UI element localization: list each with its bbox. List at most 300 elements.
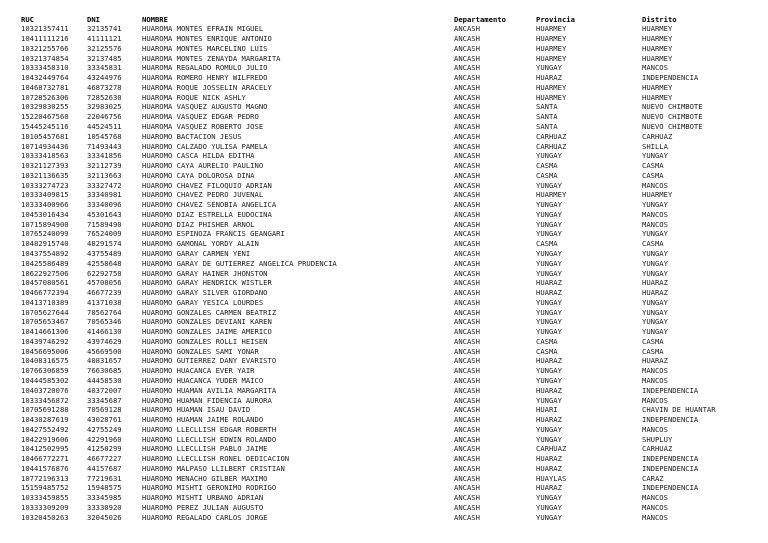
nombre-cell: HUAROMO ESPINOZA FRANCIS GEANGARI — [142, 229, 285, 239]
departamento-cell: ANCASH — [454, 376, 480, 386]
nombre-cell: HUAROMO DIAZ PHISHER ARNOL — [142, 219, 255, 229]
nombre-cell: HUAROMA MONTES ZENAYDA MARGARITA — [142, 53, 281, 63]
provincia-cell: CASMA — [536, 170, 558, 180]
distrito-cell: SHILLA — [642, 141, 668, 151]
distrito-cell: INDEPENDENCIA — [642, 454, 699, 464]
distrito-cell: MANCOS — [642, 366, 668, 376]
table-row — [0, 102, 768, 112]
nombre-cell: HUAROMO CAYA AURELIO PAULINO — [142, 161, 264, 171]
ruc-cell: 10321136635 — [21, 170, 69, 180]
distrito-cell: HUARAZ — [642, 288, 668, 298]
provincia-cell: SANTA — [536, 122, 558, 131]
distrito-cell: NUEVO CHIMBOTE — [642, 102, 703, 112]
table-row — [0, 220, 768, 230]
ruc-cell: 10333409815 — [21, 190, 69, 200]
dni-cell: 45301643 — [87, 209, 122, 219]
ruc-cell: 10333400966 — [21, 200, 69, 210]
nombre-cell: HUAROMO HUACANCA YUDER MAICO — [142, 376, 264, 386]
distrito-cell: CARHUAZ — [642, 131, 673, 141]
dni-cell: 32125576 — [87, 43, 122, 53]
ruc-cell: 10427552492 — [21, 424, 69, 434]
provincia-cell: SANTA — [536, 112, 558, 122]
nombre-cell: HUAROMO GONZALES JAIME AMERICO — [142, 327, 272, 337]
nombre-cell: HUAROMO LLECLLISH RONEL DEDICACION — [142, 454, 290, 464]
ruc-cell: 10437554892 — [21, 249, 69, 258]
ruc-cell: 15445245116 — [21, 122, 69, 131]
departamento-cell: ANCASH — [454, 122, 480, 131]
distrito-cell: INDEPENDENCIA — [642, 73, 699, 83]
provincia-cell: YUNGAY — [536, 366, 562, 376]
distrito-cell: MANCOS — [642, 503, 668, 513]
dni-cell: 72852630 — [87, 92, 122, 102]
distrito-cell: CASMA — [642, 239, 664, 249]
departamento-cell: ANCASH — [454, 307, 480, 317]
ruc-cell: 10705691288 — [21, 405, 69, 415]
provincia-cell: YUNGAY — [536, 249, 562, 258]
departamento-cell: ANCASH — [454, 239, 480, 249]
dni-cell: 43755489 — [87, 249, 122, 258]
table-row — [0, 513, 768, 523]
ruc-cell: 10321357411 — [21, 24, 69, 34]
distrito-cell: CASMA — [642, 336, 664, 346]
provincia-cell: CASMA — [536, 161, 558, 171]
ruc-cell: 10456695006 — [21, 346, 69, 356]
nombre-cell: HUAROMA VASQUEZ AUGUSTO MAGNO — [142, 102, 268, 112]
distrito-cell: INDEPENDENCIA — [642, 385, 699, 395]
nombre-cell: HUAROMA MONTES ENRIQUE ANTONIO — [142, 34, 272, 44]
nombre-cell: HUAROMA ROQUE NICK ASHLY — [142, 92, 246, 102]
provincia-cell: CASMA — [536, 336, 558, 346]
nombre-cell: HUAROMO CASCA HILDA EDITHA — [142, 151, 255, 161]
provincia-cell: CARHUAZ — [536, 141, 567, 151]
dni-cell: 33330920 — [87, 503, 122, 513]
departamento-cell: ANCASH — [454, 483, 480, 493]
nombre-cell: HUAROMO CALZADO YULISA PAMELA — [142, 141, 268, 151]
departamento-cell: ANCASH — [454, 180, 480, 190]
table-row — [0, 54, 768, 64]
table-row — [0, 229, 768, 239]
nombre-cell: HUAROMO GARAY HAINER JHONSTON — [142, 268, 268, 278]
provincia-cell: YUNGAY — [536, 297, 562, 307]
departamento-cell: ANCASH — [454, 249, 480, 258]
dni-cell: 32135741 — [87, 24, 122, 34]
departamento-cell: ANCASH — [454, 288, 480, 298]
header-provincia: Provincia — [536, 14, 575, 24]
table-row — [0, 454, 768, 464]
ruc-cell: 10413710389 — [21, 297, 69, 307]
departamento-cell: ANCASH — [454, 34, 480, 44]
nombre-cell: HUAROMO CHAVEZ PEDRO JUVENAL — [142, 190, 264, 200]
departamento-cell: ANCASH — [454, 454, 480, 464]
departamento-cell: ANCASH — [454, 512, 480, 522]
ruc-cell: 10622927506 — [21, 268, 69, 278]
nombre-cell: HUAROMO REGALADO CARLOS JORGE — [142, 512, 268, 522]
table-row — [0, 190, 768, 200]
ruc-cell: 10728526306 — [21, 92, 69, 102]
departamento-cell: ANCASH — [454, 112, 480, 122]
dni-cell: 32045026 — [87, 512, 122, 522]
nombre-cell: HUAROMO CHAVEZ SENOBIA ANGELICA — [142, 200, 277, 210]
departamento-cell: ANCASH — [454, 82, 480, 92]
departamento-cell: ANCASH — [454, 209, 480, 219]
departamento-cell: ANCASH — [454, 493, 480, 503]
nombre-cell: HUAROMO GONZALES SAMI YONAR — [142, 346, 259, 356]
nombre-cell: HUAROMA ROQUE JOSSELIN ARACELY — [142, 82, 272, 92]
table-row — [0, 327, 768, 337]
departamento-cell: ANCASH — [454, 385, 480, 395]
nombre-cell: HUAROMO GONZALES DEVIANI KAREN — [142, 317, 272, 327]
dni-cell: 22046756 — [87, 112, 122, 122]
provincia-cell: YUNGAY — [536, 395, 562, 405]
ruc-cell: 10482915740 — [21, 239, 69, 249]
table-row — [0, 425, 768, 435]
departamento-cell: ANCASH — [454, 73, 480, 83]
table-row — [0, 288, 768, 298]
distrito-cell: YUNGAY — [642, 258, 668, 268]
dni-cell: 10545768 — [87, 131, 122, 141]
dni-cell: 41111121 — [87, 34, 122, 44]
nombre-cell: HUAROMO GARAY YESICA LOURDES — [142, 297, 264, 307]
table-row — [0, 444, 768, 454]
distrito-cell: YUNGAY — [642, 249, 668, 258]
nombre-cell: HUAROMO MISHTI URBANO ADRIAN — [142, 493, 264, 503]
provincia-cell: HUARAZ — [536, 454, 562, 464]
table-row — [0, 347, 768, 357]
distrito-cell: MANCOS — [642, 180, 668, 190]
nombre-cell: HUAROMA VASQUEZ ROBERTO JOSE — [142, 122, 264, 131]
table-row — [0, 63, 768, 73]
departamento-cell: ANCASH — [454, 229, 480, 239]
table-row — [0, 171, 768, 181]
distrito-cell: YUNGAY — [642, 200, 668, 210]
distrito-cell: MANCOS — [642, 63, 668, 73]
distrito-cell: HUARMEY — [642, 34, 673, 44]
nombre-cell: HUAROMO HUAMAN AVILIA MARGARITA — [142, 385, 277, 395]
dni-cell: 33345831 — [87, 63, 122, 73]
departamento-cell: ANCASH — [454, 336, 480, 346]
header-nombre: NOMBRE — [142, 14, 168, 24]
dni-cell: 76524009 — [87, 229, 122, 239]
nombre-cell: HUAROMO DIAZ ESTRELLA EUDOCINA — [142, 209, 272, 219]
departamento-cell: ANCASH — [454, 434, 480, 444]
nombre-cell: HUAROMO GARAY HENDRICK WISTLER — [142, 278, 272, 288]
distrito-cell: MANCOS — [642, 512, 668, 522]
dni-cell: 41466130 — [87, 327, 122, 337]
nombre-cell: HUAROMO PEREZ JULIAN AUGUSTO — [142, 503, 264, 513]
departamento-cell: ANCASH — [454, 258, 480, 268]
provincia-cell: YUNGAY — [536, 268, 562, 278]
nombre-cell: HUAROMO MALPASO LLILBERT CRISTIAN — [142, 463, 285, 473]
header-departamento: Departamento — [454, 14, 506, 24]
dni-cell: 44157687 — [87, 463, 122, 473]
provincia-cell: YUNGAY — [536, 258, 562, 268]
ruc-cell: 10466772271 — [21, 454, 69, 464]
table-row — [0, 151, 768, 161]
distrito-cell: YUNGAY — [642, 307, 668, 317]
table-row — [0, 298, 768, 308]
provincia-cell: SANTA — [536, 102, 558, 112]
table-row — [0, 181, 768, 191]
nombre-cell: HUAROMA ROMERO HENRY WILFREDO — [142, 73, 268, 83]
provincia-cell: HUARMEY — [536, 34, 567, 44]
provincia-cell: HUARMEY — [536, 43, 567, 53]
header-dni: DNI — [87, 14, 100, 24]
ruc-cell: 10425586489 — [21, 258, 69, 268]
nombre-cell: HUAROMO HUAMAN JAIME ROLANDO — [142, 415, 264, 425]
ruc-cell: 15159485752 — [21, 483, 69, 493]
dni-cell: 70562764 — [87, 307, 122, 317]
table-row — [0, 239, 768, 249]
departamento-cell: ANCASH — [454, 161, 480, 171]
distrito-cell: YUNGAY — [642, 297, 668, 307]
departamento-cell: ANCASH — [454, 366, 480, 376]
table-row — [0, 474, 768, 484]
nombre-cell: HUAROMO BACTACION JESUS — [142, 131, 242, 141]
dni-cell: 62292750 — [87, 268, 122, 278]
ruc-cell: 10333274723 — [21, 180, 69, 190]
table-row — [0, 269, 768, 279]
dni-cell: 71589490 — [87, 219, 122, 229]
departamento-cell: ANCASH — [454, 131, 480, 141]
dni-cell: 32112739 — [87, 161, 122, 171]
provincia-cell: HUARMEY — [536, 82, 567, 92]
ruc-cell: 10320450263 — [21, 512, 69, 522]
departamento-cell: ANCASH — [454, 24, 480, 34]
table-row — [0, 122, 768, 132]
provincia-cell: YUNGAY — [536, 327, 562, 337]
dni-cell: 46677239 — [87, 288, 122, 298]
distrito-cell: HUARMEY — [642, 43, 673, 53]
table-row — [0, 337, 768, 347]
dni-cell: 40372007 — [87, 385, 122, 395]
dni-cell: 70569128 — [87, 405, 122, 415]
ruc-cell: 10766306859 — [21, 366, 69, 376]
provincia-cell: YUNGAY — [536, 219, 562, 229]
provincia-cell: HUARMEY — [536, 190, 567, 200]
departamento-cell: ANCASH — [454, 219, 480, 229]
nombre-cell: HUAROMO MISHTI GERONIMO RODRIGO — [142, 483, 277, 493]
table-row — [0, 278, 768, 288]
provincia-cell: CASMA — [536, 239, 558, 249]
departamento-cell: ANCASH — [454, 92, 480, 102]
dni-cell: 44458530 — [87, 376, 122, 386]
distrito-cell: CARAZ — [642, 473, 664, 483]
ruc-cell: 10333456872 — [21, 395, 69, 405]
dni-cell: 42291960 — [87, 434, 122, 444]
ruc-cell: 10321127393 — [21, 161, 69, 171]
nombre-cell: HUAROMO CHAVEZ FILOQUIO ADRIAN — [142, 180, 272, 190]
nombre-cell: HUAROMO GONZALES ROLLI HEISEN — [142, 336, 268, 346]
ruc-cell: 10414661306 — [21, 327, 69, 337]
provincia-cell: YUNGAY — [536, 376, 562, 386]
table-row — [0, 93, 768, 103]
dni-cell: 43028761 — [87, 415, 122, 425]
distrito-cell: CARHUAZ — [642, 444, 673, 454]
departamento-cell: ANCASH — [454, 317, 480, 327]
ruc-cell: 10408316575 — [21, 356, 69, 366]
ruc-cell: 10430287619 — [21, 415, 69, 425]
departamento-cell: ANCASH — [454, 503, 480, 513]
ruc-cell: 10411111216 — [21, 34, 69, 44]
table-row — [0, 308, 768, 318]
distrito-cell: MANCOS — [642, 424, 668, 434]
dni-cell: 44524511 — [87, 122, 122, 131]
ruc-cell: 10714934436 — [21, 141, 69, 151]
provincia-cell: HUARAZ — [536, 483, 562, 493]
nombre-cell: HUAROMO LLECLLISH EDGAR ROBERTH — [142, 424, 277, 434]
provincia-cell: YUNGAY — [536, 200, 562, 210]
distrito-cell: HUARAZ — [642, 356, 668, 366]
dni-cell: 33340981 — [87, 190, 122, 200]
nombre-cell: HUAROMO GARAY SILVER GIORDANO — [142, 288, 268, 298]
departamento-cell: ANCASH — [454, 395, 480, 405]
nombre-cell: HUAROMO GAMONAL YORDY ALAIN — [142, 239, 259, 249]
ruc-cell: 10444585302 — [21, 376, 69, 386]
dni-cell: 32983025 — [87, 102, 122, 112]
provincia-cell: HUARAZ — [536, 415, 562, 425]
table-row — [0, 44, 768, 54]
nombre-cell: HUAROMO HUAMAN FIDENCIA AURORA — [142, 395, 272, 405]
nombre-cell: HUAROMO GUTIERREZ DANY EVARISTO — [142, 356, 277, 366]
provincia-cell: YUNGAY — [536, 307, 562, 317]
provincia-cell: YUNGAY — [536, 434, 562, 444]
distrito-cell: YUNGAY — [642, 151, 668, 161]
provincia-cell: HUARAZ — [536, 288, 562, 298]
provincia-cell: YUNGAY — [536, 512, 562, 522]
ruc-cell: 10705627644 — [21, 307, 69, 317]
distrito-cell: HUARMEY — [642, 82, 673, 92]
nombre-cell: HUAROMO MENACHO GILBER MAXIMO — [142, 473, 268, 483]
ruc-cell: 10432449764 — [21, 73, 69, 83]
ruc-cell: 10321255766 — [21, 43, 69, 53]
table-row — [0, 24, 768, 34]
ruc-cell: 10457080561 — [21, 278, 69, 288]
distrito-cell: HUARMEY — [642, 92, 673, 102]
distrito-cell: CHAVIN DE HUANTAR — [642, 405, 716, 415]
dni-cell: 32137485 — [87, 53, 122, 63]
distrito-cell: HUARMEY — [642, 24, 673, 34]
provincia-cell: HUARMEY — [536, 53, 567, 63]
departamento-cell: ANCASH — [454, 268, 480, 278]
ruc-cell: 15220467560 — [21, 112, 69, 122]
distrito-cell: HUARMEY — [642, 53, 673, 63]
dni-cell: 48291574 — [87, 239, 122, 249]
provincia-cell: CARHUAZ — [536, 131, 567, 141]
table-row — [0, 464, 768, 474]
dni-cell: 33341856 — [87, 151, 122, 161]
distrito-cell: CASMA — [642, 346, 664, 356]
table-row — [0, 386, 768, 396]
table-row — [0, 356, 768, 366]
dni-cell: 45708056 — [87, 278, 122, 288]
ruc-cell: 10403720076 — [21, 385, 69, 395]
ruc-cell: 10422919606 — [21, 434, 69, 444]
distrito-cell: HUARMEY — [642, 190, 673, 200]
provincia-cell: HUARMEY — [536, 92, 567, 102]
distrito-cell: MANCOS — [642, 493, 668, 503]
dni-cell: 33327472 — [87, 180, 122, 190]
ruc-cell: 10765240099 — [21, 229, 69, 239]
provincia-cell: YUNGAY — [536, 503, 562, 513]
nombre-cell: HUAROMA MONTES MARCELINO LUIS — [142, 43, 268, 53]
provincia-cell: HUARAZ — [536, 73, 562, 83]
dni-cell: 46677227 — [87, 454, 122, 464]
dni-cell: 41371038 — [87, 297, 122, 307]
departamento-cell: ANCASH — [454, 473, 480, 483]
distrito-cell: NUEVO CHIMBOTE — [642, 112, 703, 122]
dni-cell: 33345687 — [87, 395, 122, 405]
table-row — [0, 200, 768, 210]
nombre-cell: HUAROMO LLECLLISH PABLO JAIME — [142, 444, 268, 454]
ruc-cell: 10321374854 — [21, 53, 69, 63]
ruc-cell: 10333459855 — [21, 493, 69, 503]
provincia-cell: YUNGAY — [536, 209, 562, 219]
table-row — [0, 396, 768, 406]
ruc-cell: 10466772394 — [21, 288, 69, 298]
dni-cell: 46873278 — [87, 82, 122, 92]
dni-cell: 76630685 — [87, 366, 122, 376]
provincia-cell: CARHUAZ — [536, 444, 567, 454]
dni-cell: 42755249 — [87, 424, 122, 434]
ruc-cell: 10105457681 — [21, 131, 69, 141]
departamento-cell: ANCASH — [454, 356, 480, 366]
provincia-cell: YUNGAY — [536, 151, 562, 161]
distrito-cell: MANCOS — [642, 376, 668, 386]
nombre-cell: HUAROMO GARAY CARMEN YENI — [142, 249, 251, 258]
ruc-cell: 10412502995 — [21, 444, 69, 454]
table-row — [0, 161, 768, 171]
departamento-cell: ANCASH — [454, 141, 480, 151]
provincia-cell: YUNGAY — [536, 63, 562, 73]
table-row — [0, 493, 768, 503]
distrito-cell: YUNGAY — [642, 327, 668, 337]
table-row — [0, 483, 768, 493]
dni-cell: 77219631 — [87, 473, 122, 483]
nombre-cell: HUAROMO LLECLLISH EDWIN ROLANDO — [142, 434, 277, 444]
distrito-cell: HUARAZ — [642, 278, 668, 288]
table-row — [0, 415, 768, 425]
departamento-cell: ANCASH — [454, 102, 480, 112]
ruc-cell: 10333309209 — [21, 503, 69, 513]
dni-cell: 40831657 — [87, 356, 122, 366]
provincia-cell: YUNGAY — [536, 424, 562, 434]
distrito-cell: CASMA — [642, 170, 664, 180]
dni-cell: 70565346 — [87, 317, 122, 327]
dni-cell: 33340096 — [87, 200, 122, 210]
departamento-cell: ANCASH — [454, 278, 480, 288]
departamento-cell: ANCASH — [454, 297, 480, 307]
dni-cell: 45669500 — [87, 346, 122, 356]
table-header — [0, 15, 768, 25]
departamento-cell: ANCASH — [454, 151, 480, 161]
nombre-cell: HUAROMO CAYA DOLOROSA DINA — [142, 170, 255, 180]
provincia-cell: HUARAZ — [536, 385, 562, 395]
dni-cell: 15948575 — [87, 483, 122, 493]
dni-cell: 43244976 — [87, 73, 122, 83]
departamento-cell: ANCASH — [454, 463, 480, 473]
dni-cell: 41250299 — [87, 444, 122, 454]
provincia-cell: YUNGAY — [536, 317, 562, 327]
table-row — [0, 435, 768, 445]
ruc-cell: 10705653467 — [21, 317, 69, 327]
departamento-cell: ANCASH — [454, 190, 480, 200]
header-distrito: Distrito — [642, 14, 677, 24]
provincia-cell: CASMA — [536, 346, 558, 356]
table-row — [0, 210, 768, 220]
departamento-cell: ANCASH — [454, 53, 480, 63]
table-row — [0, 34, 768, 44]
ruc-cell: 10333458310 — [21, 63, 69, 73]
